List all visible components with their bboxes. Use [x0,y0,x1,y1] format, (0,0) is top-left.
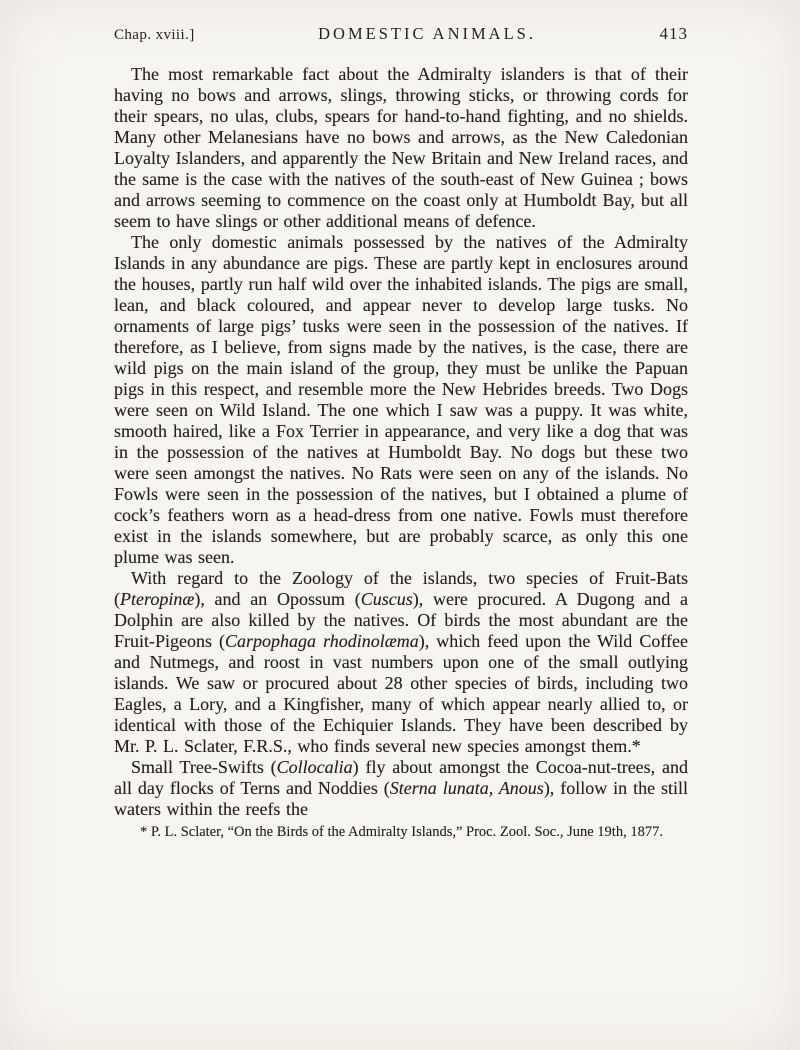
species-name: Carpophaga rhodinolæma [225,631,419,651]
body-text [114,64,688,820]
text-segment: ), follow in the still waters within the reefs the [114,778,688,819]
text-segment: ), and an Opossum ( [194,589,361,609]
species-name: Pteropinæ [120,589,195,609]
species-name: Collocalia [276,757,353,777]
paragraph [114,232,688,568]
page-number: 413 [659,24,688,43]
page-header [114,24,688,44]
paragraph [114,757,688,820]
text-segment: The only domestic animals possessed by the natives of the Admiralty Islands in any abundance are pigs. These are partly kept in enclosures around the houses, partly run half wild over the inhabited islands. The pigs are small, lean, and black coloured, and appear never to develop large tusks. No ornaments of large pigs’ tusks were seen in the possession of the natives. If therefore, as I believe, from signs made by the natives, is the case, there are wild pigs on the main island of the group, they must be unlike the Papuan pigs in this respect, and resemble more the New Hebrides breeds. Two Dogs were seen on Wild Island. The one which I saw was a puppy. It was white, smooth haired, like a Fox Terrier in appearance, and very like a dog that was in the possession of the natives at Humboldt Bay. No dogs but these two were seen amongst the natives. No Rats were seen on any of the islands. No Fowls were seen in the possession of the natives, but I obtained a plume of cock’s feathers worn as a head-dress from one native. Fowls must therefore exist in the islands somewhere, but are probably scarce, as only this one plume was seen. [114,232,688,567]
text-segment: The most remarkable fact about the Admiralty islanders is that of their having no bows and arrows, slings, throwing sticks, or throwing cords for their spears, no ulas, clubs, spears for hand-to-hand fighting, and no shields. Many other Melanesians have no bows and arrows, as the New Caledonian Loyalty Islanders, and apparently the New Britain and New Ireland races, and the same is the case with the natives of the south-east of New Guinea ; bows and arrows seeming to commence on the coast only at Humboldt Bay, but all seem to have slings or other additional means of defence. [114,64,688,231]
text-segment: * P. L. Sclater, “On the Birds of the Admiralty Islands,” Proc. Zool. Soc., June 19th, 1877. [140,824,663,840]
text-segment: With regard to the Zoology of the islands, two species of Fruit-Bats ( [114,568,688,609]
paragraph [114,568,688,757]
text-segment: ), were procured. A Dugong and a Dolphin are also killed by the natives. Of birds the most abundant are the Fruit-Pigeons ( [114,589,688,651]
text-segment: Small Tree-Swifts ( [131,757,277,777]
species-name: Cuscus [360,589,413,609]
text-segment: ) fly about amongst the Cocoa-nut-trees, and all day flocks of Terns and Noddies ( [114,757,688,798]
running-title: DOMESTIC ANIMALS. [318,24,536,43]
paragraph [114,64,688,232]
chapter-label: Chap. xviii.] [114,27,195,43]
text-segment: ), which feed upon the Wild Coffee and Nutmegs, and roost in vast numbers upon one of the small outlying islands. We saw or procured about 28 other species of birds, including two Eagles, a Lory, and a Kingfisher, many of which appear nearly allied to, or identical with those of the Echiquier Islands. They have been described by Mr. P. L. Sclater, F.R.S., who finds several new species amongst them.* [114,631,688,756]
footnote [114,823,688,842]
species-name: Sterna lunata, Anous [389,778,544,798]
